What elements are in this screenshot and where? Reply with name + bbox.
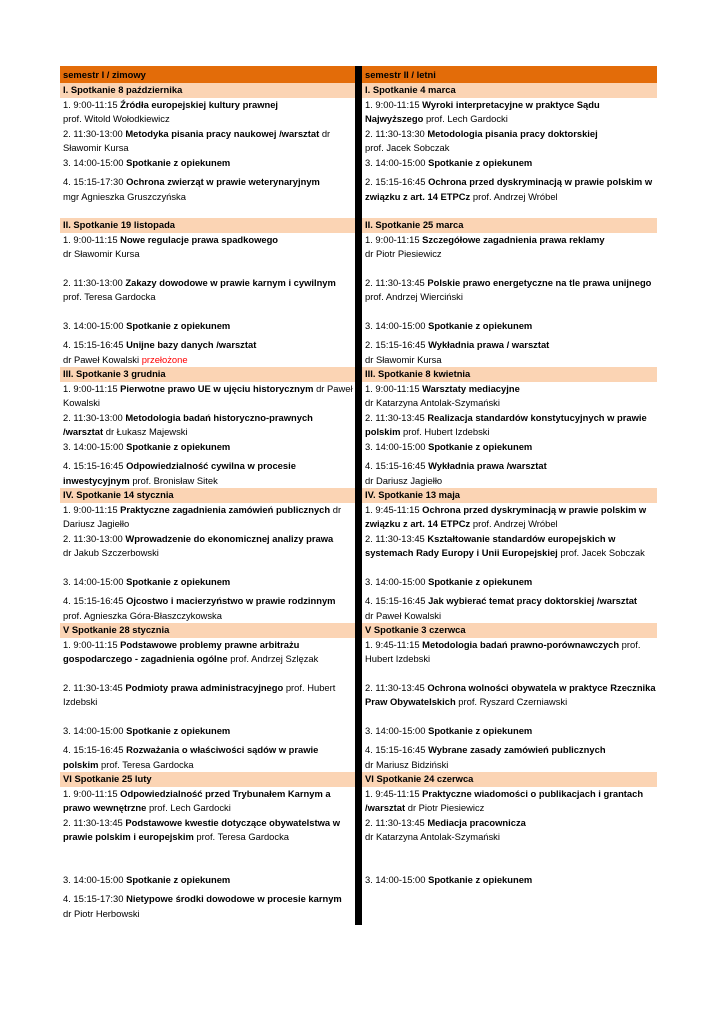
spacer — [362, 710, 657, 724]
meeting-header: IV. Spotkanie 13 maja — [362, 488, 657, 503]
session-item — [362, 743, 657, 772]
column-divider — [355, 66, 362, 925]
session-item — [362, 319, 657, 334]
session-time: 2. 15:15-16:45 — [365, 176, 429, 187]
session-lecturer: prof. Lech Gardocki — [148, 802, 231, 813]
meeting-header: V Spotkanie 28 stycznia — [60, 623, 355, 638]
session-item — [362, 276, 657, 305]
meeting-header: IV. Spotkanie 14 stycznia — [60, 488, 355, 503]
session-item — [362, 594, 657, 623]
session-item — [362, 98, 657, 127]
session-time: 2. 11:30-13:45 — [365, 816, 428, 828]
session-time: 3. 14:00-15:00 — [63, 575, 127, 587]
session-lecturer: prof. Bronisław Sitek — [132, 474, 218, 486]
session-title: Praktyczne zagadnienia zamówień publicznych — [120, 503, 331, 515]
session-title: Podstawowe kwestie dotyczące obywatelstwa w prawie polskim i europejskim — [63, 816, 341, 842]
session-lecturer: prof. Andrzej Wróbel — [472, 518, 558, 529]
session-time: 2. 11:30-13:45 — [365, 276, 428, 288]
session-time: 1. 9:00-11:15 — [63, 233, 121, 245]
spacer — [60, 667, 355, 681]
session-time: 4. 15:15-17:30 — [63, 176, 127, 187]
session-item — [60, 892, 355, 921]
session-lecturer: dr Sławomir Kursa — [63, 248, 140, 259]
session-time: 1. 9:00-11:15 — [365, 98, 423, 110]
session-lecturer: dr Dariusz Jagiełło — [365, 474, 443, 486]
session-item — [60, 594, 355, 623]
session-item — [60, 503, 355, 532]
session-time: 4. 15:15-17:30 — [63, 893, 127, 904]
session-lecturer: prof. Andrzej Wróbel — [472, 190, 558, 202]
session-item — [362, 638, 657, 667]
session-lecturer: dr Piotr Piesiewicz — [365, 248, 442, 259]
session-time: 2. 11:30-13:45 — [365, 411, 428, 423]
session-title: Kształtowanie standardów europejskich w systemach Rady Europy i Unii Europejskiej — [365, 532, 616, 558]
session-time: 2. 11:30-13:45 — [63, 681, 126, 693]
session-time: 1. 9:00-11:15 — [63, 638, 121, 650]
session-title: Spotkanie z opiekunem — [428, 873, 533, 885]
session-time: 3. 14:00-15:00 — [365, 724, 429, 736]
session-time: 1. 9:00-11:15 — [63, 98, 121, 110]
session-title: Odpowiedzialność cywilna w procesie inwestycyjnym — [63, 460, 296, 486]
spacer — [60, 710, 355, 724]
session-time: 2. 11:30-13:00 — [63, 411, 126, 423]
spacer — [60, 561, 355, 575]
session-lecturer: dr Piotr Herbowski — [63, 907, 140, 919]
session-item — [60, 873, 355, 888]
semester-column-winter — [60, 66, 355, 925]
session-item — [60, 319, 355, 334]
session-lecturer: prof. Teresa Gardocka — [196, 831, 289, 842]
session-time: 3. 14:00-15:00 — [63, 440, 127, 452]
session-item — [60, 233, 355, 262]
session-item — [60, 638, 355, 667]
session-lecturer: dr Dariusz Jagiełło — [63, 503, 342, 529]
session-item — [362, 681, 657, 710]
session-lecturer: dr Jakub Szczerbowski — [63, 547, 159, 558]
spacer — [362, 204, 657, 218]
session-item — [362, 459, 657, 488]
session-lecturer: prof. Lech Gardocki — [425, 113, 508, 124]
session-lecturer: prof. Agnieszka Góra-Błaszczykowska — [63, 609, 222, 621]
session-item — [362, 532, 657, 561]
session-title: Źródła europejskiej kultury prawnej — [120, 98, 279, 110]
session-title: Ojcostwo i macierzyństwo w prawie rodzinnym — [126, 595, 336, 606]
session-item — [60, 743, 355, 772]
session-time: 1. 9:45-11:15 — [365, 503, 423, 515]
session-item — [60, 787, 355, 816]
session-time: 1. 9:00-11:15 — [63, 787, 121, 799]
session-item — [60, 98, 355, 127]
session-time: 2. 11:30-13:00 — [63, 276, 126, 288]
session-item — [362, 440, 657, 455]
session-title: Realizacja standardów konstytucyjnych w prawie polskim — [365, 411, 647, 437]
session-title: Nietypowe środki dowodowe w procesie karnym — [126, 893, 342, 904]
session-title: Wykładnia prawa /warsztat — [428, 460, 547, 471]
session-time: 3. 14:00-15:00 — [365, 156, 429, 168]
session-title: Metodologia pisania pracy doktorskiej — [427, 127, 598, 139]
spacer — [60, 204, 355, 218]
session-title: Podstawowe problemy prawne arbitrażu gospodarczego - zagadnienia ogólne — [63, 638, 300, 664]
session-time: 4. 15:15-16:45 — [63, 460, 127, 471]
session-title: Ochrona wolności obywatela w praktyce Rzecznika Praw Obywatelskich — [365, 681, 656, 707]
session-item — [362, 873, 657, 888]
session-lecturer: dr Sławomir Kursa — [63, 127, 331, 153]
session-item — [60, 276, 355, 305]
session-time: 4. 15:15-16:45 — [63, 744, 127, 755]
session-time: 4. 15:15-16:45 — [63, 595, 127, 606]
session-item — [60, 382, 355, 411]
session-item — [60, 156, 355, 171]
session-lecturer: prof. Ryszard Czerniawski — [458, 696, 568, 707]
spacer — [362, 887, 657, 901]
session-time: 2. 11:30-13:00 — [63, 127, 126, 139]
session-lecturer: prof. Hubert Izdebski — [365, 638, 641, 664]
session-lecturer: prof. Andrzej Wierciński — [365, 291, 463, 302]
session-lecturer: prof. Jacek Sobczak — [365, 142, 450, 153]
session-title: Spotkanie z opiekunem — [126, 575, 231, 587]
schedule-columns — [60, 66, 658, 925]
session-title: Polskie prawo energetyczne na tle prawa unijnego — [427, 276, 652, 288]
session-lecturer: dr Katarzyna Antolak-Szymański — [365, 831, 500, 842]
session-item — [60, 532, 355, 561]
session-item — [362, 233, 657, 262]
meeting-header: II. Spotkanie 25 marca — [362, 218, 657, 233]
session-lecturer: prof. Andrzej Szlęzak — [230, 653, 319, 664]
session-time: 4. 15:15-16:45 — [63, 339, 127, 350]
session-title: Metodologia badań prawno-porównawczych — [422, 638, 620, 650]
session-time: 1. 9:00-11:15 — [63, 382, 121, 394]
spacer — [362, 845, 657, 873]
session-title: Ochrona przed dyskryminacją w prawie polskim w związku z art. 14 ETPCz — [365, 176, 653, 202]
session-time: 3. 14:00-15:00 — [365, 873, 429, 885]
session-time: 2. 11:30-13:00 — [63, 532, 126, 544]
session-title: Ochrona zwierząt w prawie weterynaryjnym — [126, 176, 320, 187]
session-title: Spotkanie z opiekunem — [126, 156, 231, 168]
session-time: 3. 14:00-15:00 — [365, 575, 429, 587]
session-lecturer: dr Piotr Piesiewicz — [407, 802, 485, 813]
spacer — [60, 845, 355, 873]
session-item — [60, 175, 355, 204]
session-time: 4. 15:15-16:45 — [365, 595, 429, 606]
session-item — [362, 175, 657, 204]
spacer — [362, 305, 657, 319]
session-title: Podmioty prawa administracyjnego — [125, 681, 284, 693]
session-time: 4. 15:15-16:45 — [365, 460, 429, 471]
session-item — [362, 411, 657, 440]
meeting-header: III. Spotkanie 8 kwietnia — [362, 367, 657, 382]
meeting-header: VI Spotkanie 25 luty — [60, 772, 355, 787]
session-title: Nowe regulacje prawa spadkowego — [120, 233, 279, 245]
session-title: Metodologia badań historyczno-prawnych /warsztat — [63, 411, 313, 437]
meeting-header: III. Spotkanie 3 grudnia — [60, 367, 355, 382]
session-item — [60, 411, 355, 440]
session-item — [60, 440, 355, 455]
session-item — [60, 816, 355, 845]
session-lecturer: dr Paweł Kowalski — [63, 382, 353, 408]
session-item — [362, 724, 657, 739]
session-lecturer: prof. Witold Wołodkiewicz — [63, 113, 170, 124]
meeting-header: I. Spotkanie 8 października — [60, 83, 355, 98]
session-time: 3. 14:00-15:00 — [63, 873, 127, 885]
session-lecturer: prof. Jacek Sobczak — [560, 547, 645, 558]
session-time: 1. 9:45-11:15 — [365, 787, 423, 799]
session-item — [60, 575, 355, 590]
session-lecturer: dr Paweł Kowalski — [365, 609, 442, 621]
session-title: Ochrona przed dyskryminacją w prawie polskim w związku z art. 14 ETPCz — [365, 503, 647, 529]
session-time: 1. 9:45-11:15 — [365, 638, 423, 650]
session-item — [60, 681, 355, 710]
spacer — [60, 305, 355, 319]
session-title: Metodyka pisania pracy naukowej /warsztat — [125, 127, 320, 139]
session-time: 2. 11:30-13:45 — [365, 532, 428, 544]
session-title: Spotkanie z opiekunem — [428, 319, 533, 331]
session-time: 4. 15:15-16:45 — [365, 744, 429, 755]
session-time: 3. 14:00-15:00 — [63, 319, 127, 331]
session-item — [60, 338, 355, 367]
meeting-header: V Spotkanie 3 czerwca — [362, 623, 657, 638]
session-lecturer: dr Sławomir Kursa — [365, 353, 442, 365]
session-time: 2. 11:30-13:45 — [63, 816, 126, 828]
session-title: Wyroki interpretacyjne w praktyce Sądu Najwyższego — [365, 98, 600, 124]
session-lecturer: dr Paweł Kowalski — [63, 353, 140, 365]
session-title: Rozważania o właściwości sądów w prawie polskim — [63, 744, 319, 770]
session-time: 2. 15:15-16:45 — [365, 339, 429, 350]
session-title: Jak wybierać temat pracy doktorskiej /warsztat — [428, 595, 638, 606]
session-title: Odpowiedzialność przed Trybunałem Karnym a prawo wewnętrzne — [63, 787, 331, 813]
session-time: 3. 14:00-15:00 — [63, 156, 127, 168]
session-lecturer: mgr Agnieszka Gruszczyńska — [63, 190, 186, 202]
session-title: Warsztaty mediacyjne — [422, 382, 520, 394]
session-title: Zakazy dowodowe w prawie karnym i cywilnym — [125, 276, 336, 288]
session-title: Spotkanie z opiekunem — [428, 156, 533, 168]
session-lecturer: dr Mariusz Bidziński — [365, 758, 449, 770]
meeting-header: I. Spotkanie 4 marca — [362, 83, 657, 98]
session-title: Spotkanie z opiekunem — [126, 440, 231, 452]
session-lecturer: prof. Hubert Izdebski — [63, 681, 336, 707]
session-title: Wybrane zasady zamówień publicznych — [428, 744, 606, 755]
session-item — [362, 382, 657, 411]
session-item — [362, 156, 657, 171]
session-lecturer: prof. Teresa Gardocka — [101, 758, 194, 770]
session-title: Mediacja pracownicza — [427, 816, 526, 828]
session-title: Spotkanie z opiekunem — [126, 873, 231, 885]
session-title: Spotkanie z opiekunem — [428, 440, 533, 452]
session-item — [362, 575, 657, 590]
session-title: Unijne bazy danych /warsztat — [126, 339, 257, 350]
session-time: 3. 14:00-15:00 — [365, 440, 429, 452]
session-item — [362, 787, 657, 816]
spacer — [60, 921, 355, 925]
session-title: Pierwotne prawo UE w ujęciu historycznym — [120, 382, 314, 394]
session-title: Spotkanie z opiekunem — [126, 319, 231, 331]
session-lecturer: dr Katarzyna Antolak-Szymański — [365, 397, 500, 408]
session-item — [362, 338, 657, 367]
session-item — [362, 816, 657, 845]
spacer — [60, 262, 355, 276]
session-title: Spotkanie z opiekunem — [126, 724, 231, 736]
session-item — [60, 459, 355, 488]
session-time: 3. 14:00-15:00 — [365, 319, 429, 331]
session-title: Wprowadzenie do ekonomicznej analizy prawa — [125, 532, 334, 544]
spacer — [362, 561, 657, 575]
meeting-header: II. Spotkanie 19 listopada — [60, 218, 355, 233]
spacer — [362, 667, 657, 681]
session-title: Spotkanie z opiekunem — [428, 575, 533, 587]
session-item — [362, 503, 657, 532]
session-item — [60, 724, 355, 739]
meeting-header: VI Spotkanie 24 czerwca — [362, 772, 657, 787]
session-item — [362, 127, 657, 156]
session-note: przełożone — [141, 353, 188, 365]
session-title: Praktyczne wiadomości o publikacjach i grantach /warsztat — [365, 787, 644, 813]
session-time: 1. 9:00-11:15 — [365, 382, 423, 394]
session-title: Spotkanie z opiekunem — [428, 724, 533, 736]
session-time: 2. 11:30-13:45 — [365, 681, 428, 693]
semester-header: semestr I / zimowy — [60, 66, 355, 83]
session-title: Wykładnia prawa / warsztat — [428, 339, 550, 350]
session-lecturer: dr Łukasz Majewski — [105, 426, 188, 437]
semester-header: semestr II / letni — [362, 66, 657, 83]
session-title: Szczegółowe zagadnienia prawa reklamy — [422, 233, 605, 245]
session-time: 2. 11:30-13:30 — [365, 127, 428, 139]
schedule-document — [60, 66, 658, 925]
spacer — [362, 262, 657, 276]
semester-column-summer — [362, 66, 657, 925]
session-time: 1. 9:00-11:15 — [365, 233, 423, 245]
session-lecturer: prof. Hubert Izdebski — [403, 426, 490, 437]
session-lecturer: prof. Teresa Gardocka — [63, 291, 156, 302]
session-time: 1. 9:00-11:15 — [63, 503, 121, 515]
session-time: 3. 14:00-15:00 — [63, 724, 127, 736]
session-item — [60, 127, 355, 156]
